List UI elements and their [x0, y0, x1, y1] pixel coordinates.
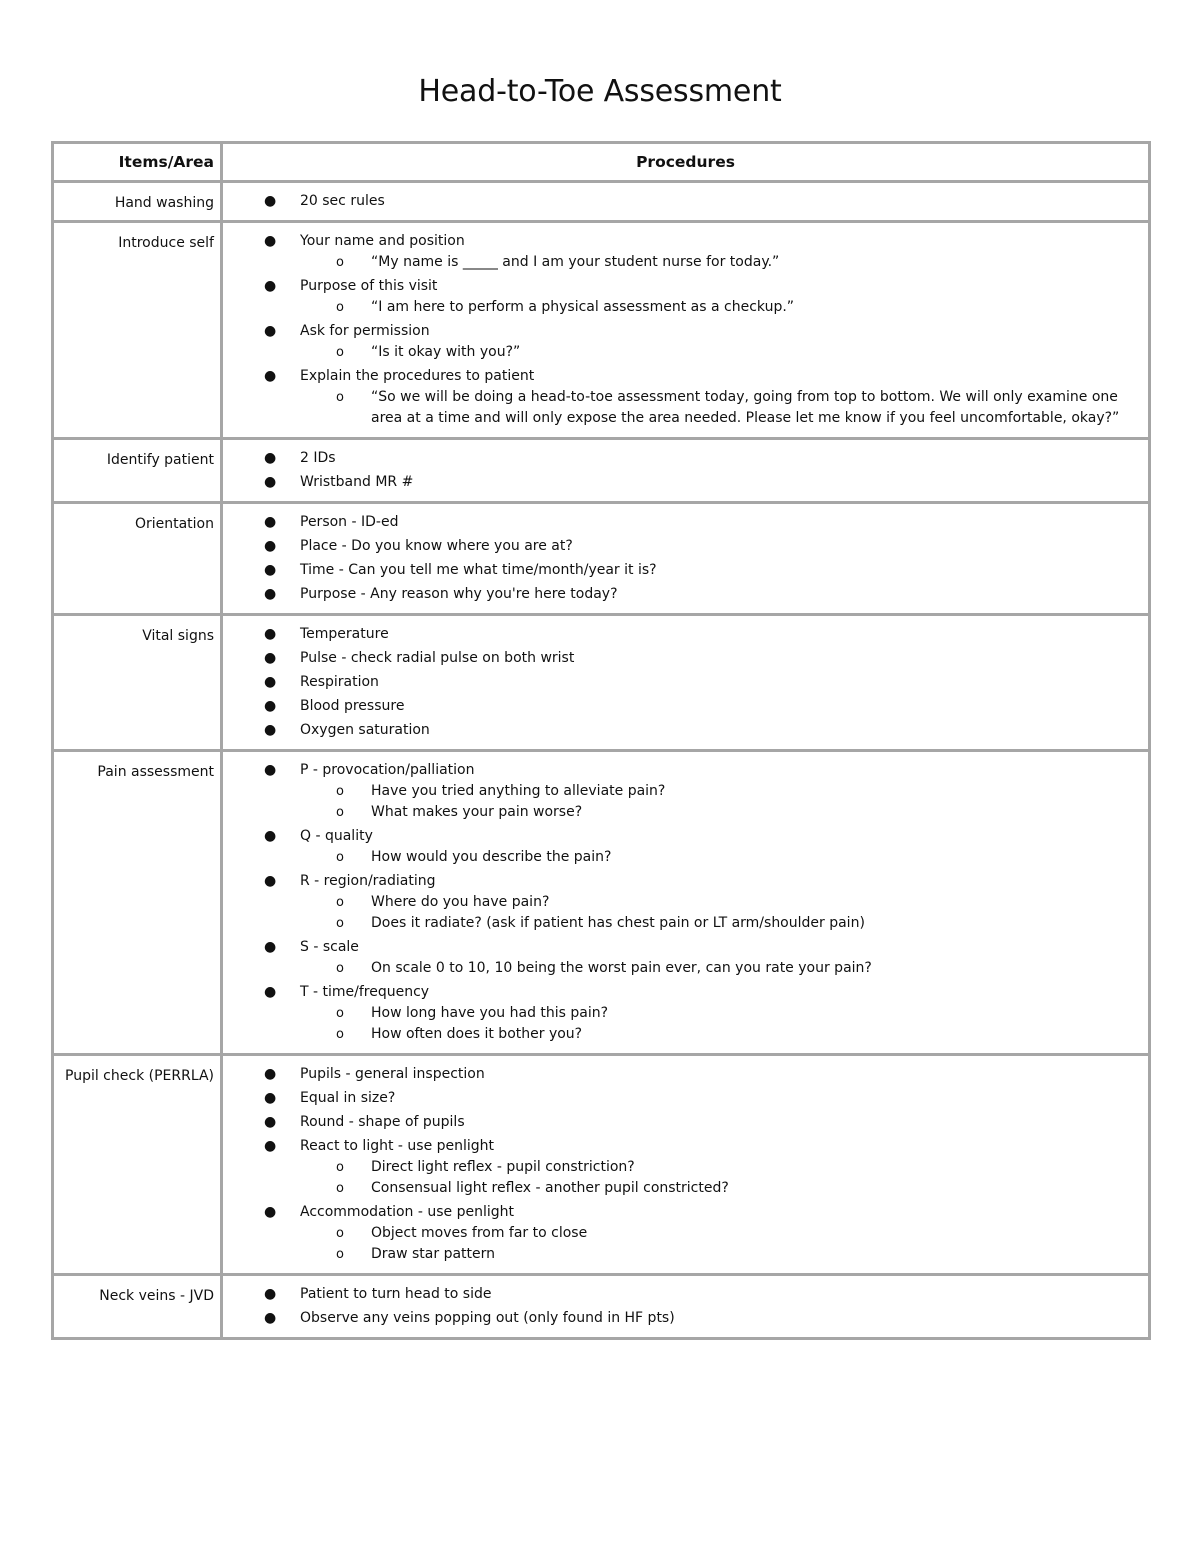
table-row [53, 1055, 1150, 1275]
procedure-text: Person - ID-ed [300, 514, 399, 530]
procedure-text: Temperature [300, 626, 389, 642]
sub-procedure-list [300, 387, 1128, 429]
bullet-icon: ● [264, 562, 277, 578]
item-area-cell: Introduce self [53, 222, 222, 439]
sub-procedure-list [300, 1157, 1128, 1199]
procedure-text: Blood pressure [300, 698, 405, 714]
procedure-item [223, 584, 1148, 605]
bullet-icon: ● [264, 698, 277, 714]
table-row [53, 503, 1150, 615]
sub-procedure-text: Does it radiate? (ask if patient has chest pain or LT arm/shoulder pain) [371, 915, 865, 931]
procedure-item [223, 448, 1148, 469]
procedures-cell [222, 615, 1150, 751]
sub-procedure-text: “Is it okay with you?” [371, 344, 521, 360]
assessment-table [51, 141, 1151, 1340]
circle-bullet-icon: o [336, 1226, 344, 1241]
bullet-icon: ● [264, 1310, 277, 1326]
procedure-item [223, 696, 1148, 717]
item-area-cell: Hand washing [53, 182, 222, 222]
sub-procedure-list [300, 342, 1128, 363]
circle-bullet-icon: o [336, 784, 344, 799]
table-row [53, 751, 1150, 1055]
sub-procedure-list [300, 297, 1128, 318]
circle-bullet-icon: o [336, 255, 344, 270]
sub-procedure-text: “I am here to perform a physical assessment as a checkup.” [371, 299, 795, 315]
circle-bullet-icon: o [336, 961, 344, 976]
item-area-cell: Vital signs [53, 615, 222, 751]
procedure-item [223, 982, 1148, 1045]
page-title: Head-to-Toe Assessment [418, 74, 782, 109]
bullet-icon: ● [264, 193, 277, 209]
procedure-item [223, 1088, 1148, 1109]
procedure-item [223, 1064, 1148, 1085]
sub-procedure-text: What makes your pain worse? [371, 804, 583, 820]
sub-procedure-text: Have you tried anything to alleviate pain? [371, 783, 666, 799]
procedure-text: Place - Do you know where you are at? [300, 538, 573, 554]
circle-bullet-icon: o [336, 1027, 344, 1042]
bullet-icon: ● [264, 984, 277, 1000]
sub-procedure-text: How often does it bother you? [371, 1026, 583, 1042]
sub-procedure-list [300, 847, 1128, 868]
bullet-icon: ● [264, 514, 277, 530]
bullet-icon: ● [264, 650, 277, 666]
procedure-text: R - region/radiating [300, 873, 436, 889]
procedure-list [223, 1284, 1148, 1329]
bullet-icon: ● [264, 1066, 277, 1082]
bullet-icon: ● [264, 1204, 277, 1220]
procedure-item [223, 536, 1148, 557]
procedure-text: Q - quality [300, 828, 373, 844]
sub-procedure-text: “So we will be doing a head-to-toe assessment today, going from top to bottom. We will only examine one area at a time and will only expose the area needed. Please let me know if you feel uncomfortable, okay?” [371, 389, 1120, 426]
sub-procedure-item [300, 1003, 1128, 1024]
bullet-icon: ● [264, 1114, 277, 1130]
sub-procedure-text: Where do you have pain? [371, 894, 550, 910]
procedures-cell [222, 439, 1150, 503]
table-row [53, 439, 1150, 503]
bullet-icon: ● [264, 873, 277, 889]
sub-procedure-item [300, 297, 1128, 318]
item-area-cell: Pupil check (PERRLA) [53, 1055, 222, 1275]
bullet-icon: ● [264, 1090, 277, 1106]
procedure-text: Oxygen saturation [300, 722, 430, 738]
circle-bullet-icon: o [336, 916, 344, 931]
procedure-item [223, 1112, 1148, 1133]
sub-procedure-list [300, 1223, 1128, 1265]
table-row [53, 222, 1150, 439]
bullet-icon: ● [264, 626, 277, 642]
circle-bullet-icon: o [336, 300, 344, 315]
procedure-text: Purpose - Any reason why you're here today? [300, 586, 618, 602]
procedure-text: Pupils - general inspection [300, 1066, 485, 1082]
table-row [53, 1275, 1150, 1339]
procedure-list [223, 1064, 1148, 1265]
procedure-item [223, 624, 1148, 645]
table-row [53, 615, 1150, 751]
sub-procedure-item [300, 802, 1128, 823]
procedure-text: Your name and position [300, 233, 465, 249]
procedure-item [223, 231, 1148, 273]
procedure-item [223, 276, 1148, 318]
procedures-cell [222, 1275, 1150, 1339]
procedure-text: Pulse - check radial pulse on both wrist [300, 650, 575, 666]
procedure-item [223, 937, 1148, 979]
bullet-icon: ● [264, 586, 277, 602]
sub-procedure-item [300, 387, 1128, 429]
procedure-item [223, 826, 1148, 868]
item-area-cell: Identify patient [53, 439, 222, 503]
procedure-text: Accommodation - use penlight [300, 1204, 514, 1220]
bullet-icon: ● [264, 828, 277, 844]
bullet-icon: ● [264, 538, 277, 554]
sub-procedure-text: Consensual light reflex - another pupil constricted? [371, 1180, 729, 1196]
sub-procedure-item [300, 1244, 1128, 1265]
sub-procedure-item [300, 1178, 1128, 1199]
sub-procedure-item [300, 913, 1128, 934]
bullet-icon: ● [264, 474, 277, 490]
sub-procedure-item [300, 958, 1128, 979]
bullet-icon: ● [264, 939, 277, 955]
procedures-cell [222, 503, 1150, 615]
circle-bullet-icon: o [336, 345, 344, 360]
procedure-list [223, 624, 1148, 741]
procedure-item [223, 512, 1148, 533]
procedure-text: 2 IDs [300, 450, 336, 466]
sub-procedure-text: How long have you had this pain? [371, 1005, 609, 1021]
sub-procedure-item [300, 1024, 1128, 1045]
procedure-text: Purpose of this visit [300, 278, 438, 294]
item-area-cell: Neck veins - JVD [53, 1275, 222, 1339]
bullet-icon: ● [264, 323, 277, 339]
bullet-icon: ● [264, 1286, 277, 1302]
circle-bullet-icon: o [336, 1247, 344, 1262]
procedure-item [223, 560, 1148, 581]
sub-procedure-text: Direct light reflex - pupil constriction? [371, 1159, 635, 1175]
procedure-item [223, 191, 1148, 212]
procedure-item [223, 1202, 1148, 1265]
procedures-cell [222, 222, 1150, 439]
procedure-list [223, 448, 1148, 493]
table-header-row [53, 143, 1150, 182]
table-body [53, 182, 1150, 1339]
circle-bullet-icon: o [336, 895, 344, 910]
circle-bullet-icon: o [336, 805, 344, 820]
sub-procedure-item [300, 781, 1128, 802]
procedure-item [223, 648, 1148, 669]
sub-procedure-text: “My name is _____ and I am your student nurse for today.” [371, 254, 780, 270]
procedures-cell [222, 1055, 1150, 1275]
procedure-item [223, 1136, 1148, 1199]
procedure-text: Wristband MR # [300, 474, 414, 490]
procedure-list [223, 231, 1148, 429]
procedure-text: P - provocation/palliation [300, 762, 475, 778]
sub-procedure-text: Object moves from far to close [371, 1225, 588, 1241]
sub-procedure-list [300, 252, 1128, 273]
procedure-text: Equal in size? [300, 1090, 396, 1106]
circle-bullet-icon: o [336, 390, 344, 405]
sub-procedure-list [300, 781, 1128, 823]
item-area-cell: Orientation [53, 503, 222, 615]
procedure-text: Time - Can you tell me what time/month/year it is? [300, 562, 657, 578]
procedure-list [223, 512, 1148, 605]
procedure-text: Round - shape of pupils [300, 1114, 465, 1130]
sub-procedure-item [300, 892, 1128, 913]
bullet-icon: ● [264, 762, 277, 778]
procedure-text: Explain the procedures to patient [300, 368, 535, 384]
procedure-item [223, 1308, 1148, 1329]
procedure-text: Ask for permission [300, 323, 430, 339]
circle-bullet-icon: o [336, 850, 344, 865]
procedure-text: T - time/frequency [300, 984, 430, 1000]
bullet-icon: ● [264, 450, 277, 466]
bullet-icon: ● [264, 722, 277, 738]
sub-procedure-item [300, 847, 1128, 868]
circle-bullet-icon: o [336, 1160, 344, 1175]
sub-procedure-item [300, 1223, 1128, 1244]
sub-procedure-text: Draw star pattern [371, 1246, 496, 1262]
bullet-icon: ● [264, 278, 277, 294]
procedure-text: 20 sec rules [300, 193, 385, 209]
procedure-text: Observe any veins popping out (only found in HF pts) [300, 1310, 675, 1326]
circle-bullet-icon: o [336, 1181, 344, 1196]
procedure-item [223, 366, 1148, 429]
procedure-item [223, 760, 1148, 823]
sub-procedure-list [300, 1003, 1128, 1045]
column-header-procedures: Procedures [222, 143, 1150, 182]
procedure-text: Patient to turn head to side [300, 1286, 492, 1302]
procedure-item [223, 871, 1148, 934]
sub-procedure-list [300, 958, 1128, 979]
procedure-list [223, 191, 1148, 212]
sub-procedure-item [300, 1157, 1128, 1178]
bullet-icon: ● [264, 233, 277, 249]
procedure-item [223, 720, 1148, 741]
procedure-text: S - scale [300, 939, 359, 955]
bullet-icon: ● [264, 674, 277, 690]
procedure-text: React to light - use penlight [300, 1138, 495, 1154]
bullet-icon: ● [264, 1138, 277, 1154]
procedure-text: Respiration [300, 674, 379, 690]
sub-procedure-item [300, 342, 1128, 363]
procedures-cell [222, 182, 1150, 222]
procedure-item [223, 1284, 1148, 1305]
sub-procedure-text: How would you describe the pain? [371, 849, 612, 865]
procedure-item [223, 472, 1148, 493]
bullet-icon: ● [264, 368, 277, 384]
procedure-item [223, 672, 1148, 693]
circle-bullet-icon: o [336, 1006, 344, 1021]
item-area-cell: Pain assessment [53, 751, 222, 1055]
column-header-items-area: Items/Area [53, 143, 222, 182]
procedures-cell [222, 751, 1150, 1055]
sub-procedure-list [300, 892, 1128, 934]
sub-procedure-item [300, 252, 1128, 273]
table-row [53, 182, 1150, 222]
sub-procedure-text: On scale 0 to 10, 10 being the worst pain ever, can you rate your pain? [371, 960, 872, 976]
procedure-list [223, 760, 1148, 1045]
procedure-item [223, 321, 1148, 363]
